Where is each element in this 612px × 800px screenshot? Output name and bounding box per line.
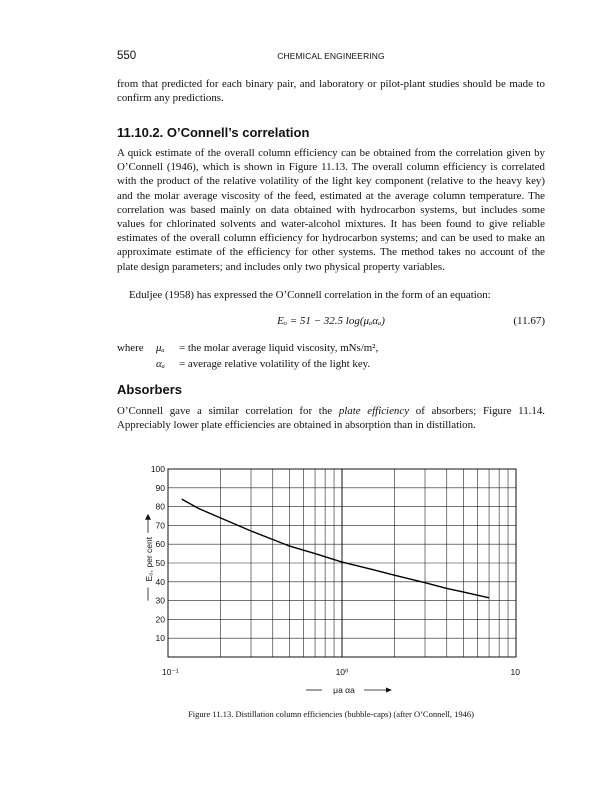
symbol-definitions [117,341,545,373]
x-axis-arrow-head [386,688,392,693]
y-tick-label: 40 [155,576,165,587]
y-tick-label: 60 [155,539,165,550]
equation-body: Eₒ = 51 − 32.5 log(μₐαₐ) [277,315,385,327]
running-title: CHEMICAL ENGINEERING [277,51,385,61]
y-tick-label: 90 [155,482,165,493]
x-tick-label: 10 [510,667,520,677]
definition-text: = average relative volatility of the light key. [179,358,371,370]
section-heading-absorbers: Absorbers [117,382,183,397]
y-tick-label: 70 [155,520,165,531]
x-axis-label: μa αa [333,685,355,695]
where-label: where [117,342,144,354]
y-tick-label: 30 [155,595,165,606]
x-tick-label: 10⁰ [335,667,349,677]
page-header [117,50,545,64]
efficiency-chart [140,462,530,698]
section-heading-oconnell: 11.10.2. O’Connell’s correlation [117,125,310,140]
y-tick-label: 20 [155,614,165,625]
definition-symbol: μₐ [156,342,165,354]
eduljee-paragraph: Eduljee (1958) has expressed the O’Connell correlation in the form of an equation: [129,289,491,301]
definition-row [117,357,545,373]
emphasis-plate-efficiency: plate efficiency [338,405,410,417]
definition-row [117,341,545,357]
absorbers-paragraph: O’Connell gave a similar correlation for the plate efficiency of absorbers; Figure 11.14. Appreciably lower plate efficiencies are obtained in absorption than in distillation. [117,405,545,432]
y-tick-label: 100 [150,464,165,474]
y-tick-label: 50 [155,558,165,568]
y-axis-label: E₀, per cent [144,536,154,582]
definition-symbol: αₐ [156,358,165,370]
efficiency-chart-svg [140,462,530,698]
y-tick-label: 10 [155,633,165,644]
efficiency-curve [182,499,489,598]
continued-paragraph: from that predicted for each binary pair, and laboratory or pilot-plant studies should be made to confirm any predictions. [117,78,545,105]
figure-caption: Figure 11.13. Distillation column efficiencies (bubble-caps) (after O’Connell, 1946) [188,709,474,719]
page-number: 550 [117,50,137,62]
equation-number: (11.67) [513,315,545,327]
y-tick-label: 80 [155,501,165,512]
y-axis-arrow-head [145,514,151,520]
equation-11-67 [117,315,545,331]
x-tick-label: 10⁻¹ [162,667,179,677]
oconnell-paragraph: A quick estimate of the overall column efficiency can be obtained from the correlation given by O’Connell (1946), which is shown in Figure 11.13. The overall column efficiency is correlated with the product of the relative volatility of the light key component (relative to the heavy key) and the molar average viscosity of the feed, estimated at the average column temperature. The correlation was based mainly on data obtained with hydrocarbon systems, but includes some values for chlorinated solvents and water-alcohol mixtures. It has been found to give reliable estimates of the overall column efficiency for hydrocarbon systems; and can be used to make an approximate estimate of the efficiency for other systems. The method takes no account of the plate design parameters; and includes only two physical property variables. [117,147,545,273]
definition-text: = the molar average liquid viscosity, mNs/m², [179,342,379,354]
